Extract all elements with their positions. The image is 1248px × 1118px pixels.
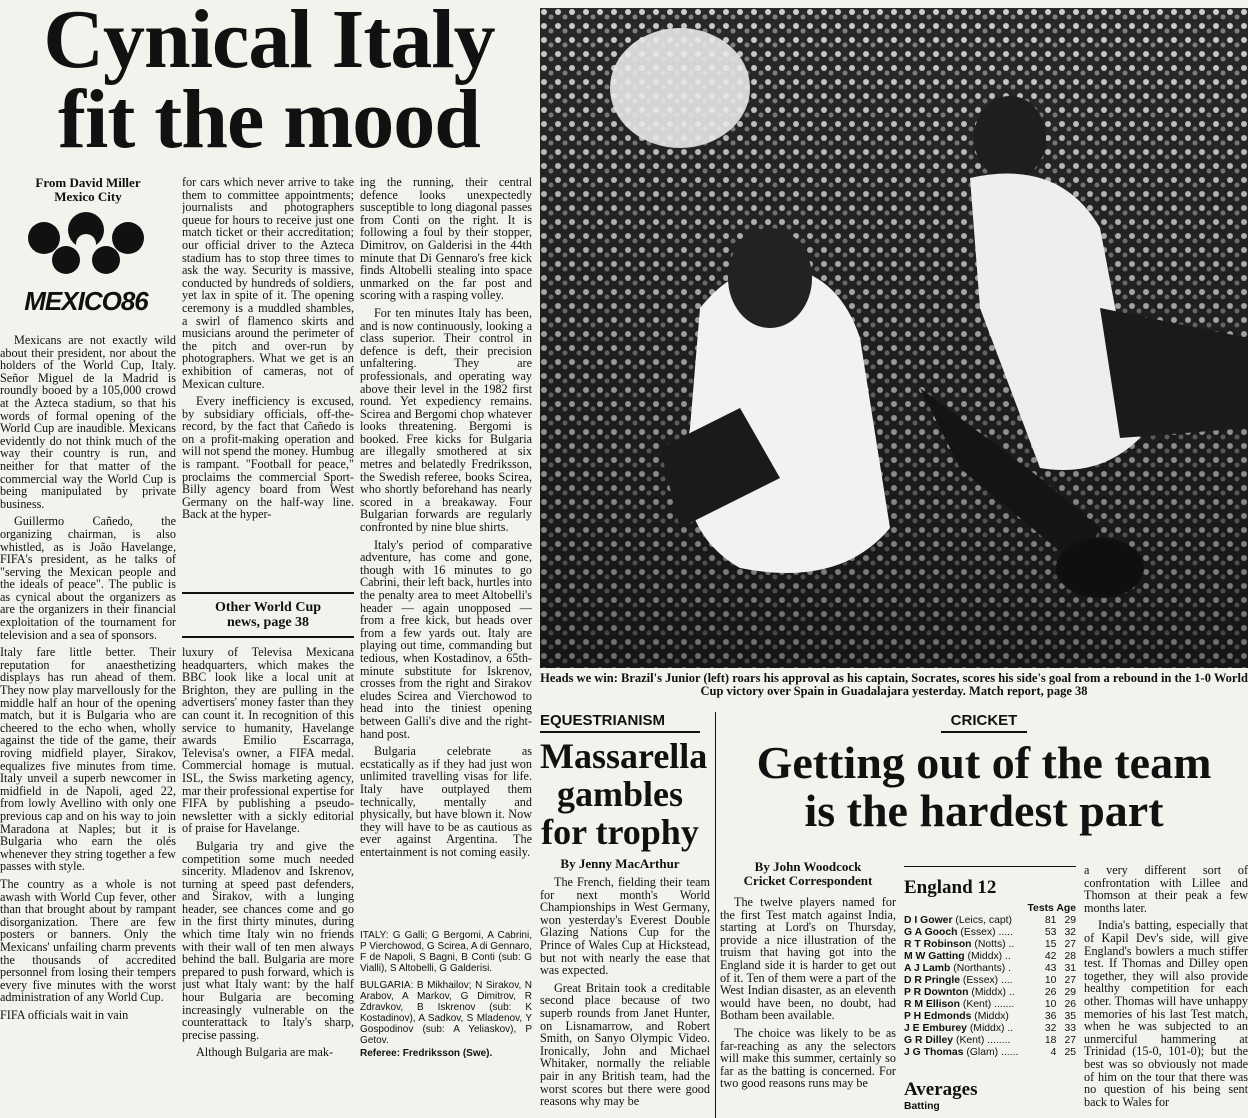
player-row: [904, 975, 1076, 987]
paragraph: Italy's period of comparative adventure, has come and gone, though with 16 minutes to go Cabrini, their left back, hurtles into the penalty area to meet Altobelli's header — again unopposed — from a free kick, but heads over from a few yards out. Italy are playing out time, commanding but tedious, when Kostadinov, a 65th-minute substitute for Iskrenov, crosses from the right and Sirakov eludes Scirea and Vierchowod to head into the tiniest opening between Galli's dive and the right-hand post.: [360, 537, 532, 741]
equestrian-body: [540, 876, 710, 1118]
player-age: 31: [1064, 963, 1076, 974]
player-club: (Leics, capt): [955, 915, 1012, 926]
player-tests: 53: [1044, 927, 1057, 938]
paragraph: India's batting, especially that of Kapil Dev's side, will give England's bowlers a much stiffer test. If Thomas and Dilley open together, they will also provide healthy competition for each other. Thomas will have unhappy memories of his last Test match, when he was subjected to an unmerciful hammering at Trinidad (15-0, 101-0); but the best was so obviously not made of him on the tour that there was no question of his being sent back to Wales for: [1084, 918, 1248, 1109]
byline-location: Mexico City: [54, 189, 122, 204]
averages-sub: Batting: [904, 1101, 940, 1112]
player-row: [904, 999, 1076, 1011]
paragraph: ing the running, their central defence looks unexpectedly susceptible to long diagonal passes from Conti on the right. It is following a foul by their stopper, Dimitrov, on Galderisi in the 44th minute that Di Gennaro's free kick finds Altobelli stealing into space unmarked on the far post and scoring with a rasping volley.: [360, 176, 532, 303]
column-divider: [715, 712, 716, 1118]
player-club: (Middx): [974, 1011, 1009, 1022]
article-column-2-bottom: [182, 646, 354, 1118]
player-row: [904, 1023, 1076, 1035]
cricket-role: Cricket Correspondent: [743, 873, 873, 888]
player-club: (Kent) .......: [962, 999, 1015, 1010]
paragraph: The country as a whole is not awash with World Cup fever, other than that brought about by rampant disorganization. There are few posters or banners. Only the Mexicans' unfailing charm prevents the thousands of accredited personnel from losing their tempers every five minutes with the worst administration of any World Cup.: [0, 876, 176, 1005]
player-name: P R Downton: [904, 987, 969, 998]
player-name: D R Pringle: [904, 975, 961, 986]
paragraph: Italy fare little better. Their reputation for anaesthetizing displays has run ahead of them. They now play marvellously for the middle half an hour of the opening match, but it is Bulgaria who are cheered to the echo when, wholly against the tide of the game, their roving midfield player, Sirakov, equalizes five minutes from time. Italy unveil a superb newcomer in midfield in de Napoli, aged 22, from lowly Avellino with only one previous cap and on his way to join Maradona at Naples; but it is Bulgaria who earn the olés whenever they string together a few passes with style.: [0, 645, 176, 874]
player-club: (Middx) ..: [967, 951, 1011, 962]
paragraph: a very different sort of confrontation with Lillee and Thomson at their peak a few months later.: [1084, 864, 1248, 915]
article-column-2-top: [182, 176, 354, 584]
cricket-body-right: [1084, 864, 1248, 1118]
paragraph: Although Bulgaria are mak-: [196, 1045, 334, 1060]
player-tests: 32: [1044, 1023, 1057, 1034]
football-players-image: [540, 8, 1248, 668]
player-name: D I Gower: [904, 915, 953, 926]
logo-text: MEXICO86: [24, 286, 148, 316]
cricket-headline-2: is the hardest part: [804, 785, 1164, 836]
headline-line-1: Cynical Italy: [43, 0, 495, 86]
player-age: 27: [1064, 975, 1076, 986]
section-kicker: CRICKET: [941, 712, 1028, 733]
player-tests: 36: [1044, 1011, 1057, 1022]
player-row: [904, 915, 1076, 927]
player-name: R T Robinson: [904, 939, 972, 950]
player-name: J E Emburey: [904, 1023, 967, 1034]
player-row: [904, 939, 1076, 951]
paragraph: The twelve players named for the first Test match against India, starting at Lord's on Thursday, provide a nice illustration of the truism that having got into the England side it is harder to get out of it. Ten of them were a part of the West Indian disaster, as an eleventh would have been, no doubt, had Botham been available.: [720, 896, 896, 1023]
box-line-1: Other World Cup: [214, 600, 322, 615]
player-list: [904, 915, 1076, 1059]
player-club: (Northants) .: [953, 963, 1012, 974]
england-12-table: [904, 866, 1076, 1113]
player-age: 35: [1064, 1011, 1076, 1022]
player-club: (Essex) ....: [962, 975, 1013, 986]
photo-caption: [540, 672, 1248, 698]
cricket-headline-1: Getting out of the team: [756, 737, 1212, 788]
caption-text: Brazil's Junior (left) roars his approval as his captain, Socrates, scores his side's goal from a rebound in the 1-0 World Cup victory over Spain in Guadalajara yesterday. Match report, page 38: [621, 671, 1248, 698]
player-name: J G Thomas: [904, 1047, 964, 1058]
match-photo: [540, 8, 1248, 668]
player-club: (Middx) ..: [971, 987, 1015, 998]
player-row: [904, 963, 1076, 975]
player-club: (Middx) ..: [969, 1023, 1014, 1034]
caption-lead: Heads we win:: [540, 671, 618, 685]
player-row: [904, 927, 1076, 939]
equestrian-headline: Massarella gambles for trophy: [540, 736, 708, 852]
paragraph: FIFA officials wait in vain: [0, 1007, 129, 1022]
player-row: [904, 951, 1076, 963]
table-title: England 12: [904, 877, 997, 898]
paragraph: Mexicans are not exactly wild about their president, nor about the holders of the World Cup, Italy. Señor Miguel de la Madrid is roundly booed by a 105,000 crowd at the Azteca stadium, so that his words of formal opening of the World Cup are inaudible. Mexicans evidently do not think much of the way their country is run, and neither for that matter of the commercial way the World Cup is being manipulated by private business.: [0, 334, 176, 511]
player-name: A J Lamb: [904, 963, 951, 974]
player-club: (Essex) .....: [960, 927, 1013, 938]
player-tests: 10: [1044, 999, 1057, 1010]
player-age: 27: [1064, 1035, 1076, 1046]
byline: [0, 176, 176, 204]
cricket-byline: [720, 860, 896, 888]
headline-line-2: fit the mood: [58, 73, 480, 166]
paragraph: Bulgaria celebrate as ecstatically as if they had just won unlimited travelling visas for life. Italy have outplayed them technically, mentally and physically, but have blown it. Now they will have to be as cautious as ever against Argentina. The entertainment is not coming easily.: [360, 744, 532, 859]
player-name: R M Ellison: [904, 999, 960, 1010]
paragraph: Great Britain took a creditable second place because of two superb rounds from Janet Hunter, on Lisnamarrow, and Robert Smith, on Sanyo Olympic Video. Ironically, John and Michael Whitaker, normally the reliable pair in any British team, had the worst scores but there were good reasons why may be: [540, 980, 710, 1109]
header-tests: Tests: [1027, 903, 1054, 914]
player-tests: 81: [1044, 915, 1057, 926]
paragraph: For ten minutes Italy has been, and is now continuously, looking a class superior. Their control in defence is deft, their precision unfaltering. They are professionals, and operating way above their level in the 1982 first round. Yet expediency remains. Scirea and Bergomi chop whatever looks threatening. Bergomi is booked. Free kicks for Bulgaria are illegally smothered at six metres and belatedly Fredriksson, the Swedish referee, books Scirea, who shortly beforehand has nearly scored in a breakaway. Four Bulgarian forwards are regularly confronted by nine blue shirts.: [360, 305, 532, 535]
article-column-1: [0, 334, 176, 1118]
paragraph: The French, fielding their team for next month's World Championships in West Germany, won yesterday's Everest Double Glazing Nations Cup for the Prince of Wales Cup at Hickstead, but not with nearly the ease that was expected.: [540, 876, 710, 978]
player-tests: 4: [1050, 1047, 1057, 1058]
player-age: 32: [1064, 927, 1076, 938]
player-name: M W Gatting: [904, 951, 965, 962]
team-lineups: [360, 930, 532, 1059]
player-row: [904, 1035, 1076, 1047]
player-age: 33: [1064, 1023, 1076, 1034]
equestrian-byline: By Jenny MacArthur: [560, 856, 680, 871]
player-age: 26: [1064, 999, 1076, 1010]
bulgaria-lineup: BULGARIA: B Mikhailov; N Sirakov, N Arabov, A Markov, G Dimitrov, R Zdravkov, B Iskrenov (sub: K Kostadinov), A Sadkov, S Mladenov, Y Gospodinov (sub: A Yeliaskov), P Getov.: [360, 980, 532, 1046]
player-tests: 42: [1044, 951, 1057, 962]
player-age: 29: [1064, 915, 1076, 926]
cricket-section: [720, 712, 1248, 835]
player-name: G R Dilley: [904, 1035, 954, 1046]
player-tests: 15: [1044, 939, 1057, 950]
player-club: (Kent) ........: [955, 1035, 1011, 1046]
player-name: G A Gooch: [904, 927, 958, 938]
player-age: 28: [1064, 951, 1076, 962]
table-header: [904, 903, 1076, 915]
byline-author: From David Miller: [35, 175, 141, 190]
player-row: [904, 987, 1076, 999]
paragraph: luxury of Televisa Mexicana headquarters, which makes the BBC look like a local unit at Brighton, they are pulling in the advertisers' money faster than they can count it. In recognition of this service to humanity, Havelange awards Emilio Escarraga, Televisa's owner, a FIFA medal. Commercial homage is mutual. ISL, the Swiss marketing agency, mar their professional expertise for FIFA by publishing a pseudo-newsletter with a sickly editorial of praise for Havelange.: [182, 646, 354, 836]
paragraph: for cars which never arrive to take them to committee appointments; journalists and photographers queue for hours to receive just one match ticket or their accreditation; our official driver to the Azteca stadium has to stop three times to ask the way. Security is massive, conducted by hundreds of soldiers, yet lax in spite of it. The opening ceremony is a muddled shambles, a swirl of flamenco skirts and musicians around the perimeter of the pitch and over-run by photographers. What we get is an exhibition of cameras, not of Mexican culture.: [182, 176, 354, 391]
cricket-author: By John Woodcock: [754, 859, 862, 874]
player-tests: 26: [1044, 987, 1057, 998]
paragraph: The choice was likely to be as far-reaching as any the selectors will make this summer, certainly so far as the batting is concerned. For two good reasons runs may be: [720, 1025, 896, 1091]
player-name: P H Edmonds: [904, 1011, 972, 1022]
other-world-cup-box: [182, 592, 354, 638]
player-tests: 10: [1044, 975, 1057, 986]
mexico86-logo: [6, 208, 166, 328]
equestrian-section: [540, 712, 708, 871]
player-tests: 43: [1044, 963, 1057, 974]
player-club: (Notts) ..: [974, 939, 1015, 950]
paragraph: Every inefficiency is excused, by subsidiary officials, off-the-record, by the fact that Cañedo is on a profit-making operation and will not spend the money. Humbug is rampant. "Football for peace," proclaims the commercial Sport-Billy agency board from West Germany on the half-way line. Back at the hyper-: [182, 394, 354, 522]
header-age: Age: [1056, 903, 1076, 914]
player-club: (Glam) ......: [966, 1047, 1019, 1058]
paragraph: Bulgaria try and give the competition some much needed sincerity. Mladenov and Iskrenov, turning at speed past defenders, and Sirakov, with a lunging header, see chances come and go in the first thirty minutes, during which time Italy win no friends with their wall of ten men always behind the ball. Bulgaria are more prepared to push forward, which is just what Italy want: by the half hour Bulgaria are becoming increasingly vulnerable on the counterattack to Italy's sharp, precise passing.: [182, 838, 354, 1042]
averages-title: Averages: [904, 1079, 978, 1100]
player-row: [904, 1011, 1076, 1023]
headline: [0, 0, 538, 166]
player-age: 25: [1064, 1047, 1076, 1058]
referee: Referee: Fredriksson (Swe).: [360, 1048, 493, 1059]
section-kicker: EQUESTRIANISM: [540, 712, 700, 733]
player-tests: 18: [1044, 1035, 1057, 1046]
paragraph: Guillermo Cañedo, the organizing chairman, is also whistled, as is João Havelange, FIFA's president, as he talks of "serving the Mexican people and the ideals of peace". The public is as cynical about the organizers as are the organizers in their financial exploitation of the tournament for television and a sea of sponsors.: [0, 514, 176, 642]
player-age: 27: [1064, 939, 1076, 950]
box-line-2: news, page 38: [226, 615, 310, 630]
player-row: [904, 1047, 1076, 1059]
article-column-3: [360, 176, 532, 876]
cricket-body: [720, 896, 896, 1118]
player-age: 29: [1064, 987, 1076, 998]
italy-lineup: ITALY: G Galli; G Bergomi, A Cabrini, P Vierchowod, G Scirea, A di Gennaro, F de Napoli, S Bagni, B Conti (sub: G Vialli), S Altobelli, G Galderisi.: [360, 930, 532, 974]
